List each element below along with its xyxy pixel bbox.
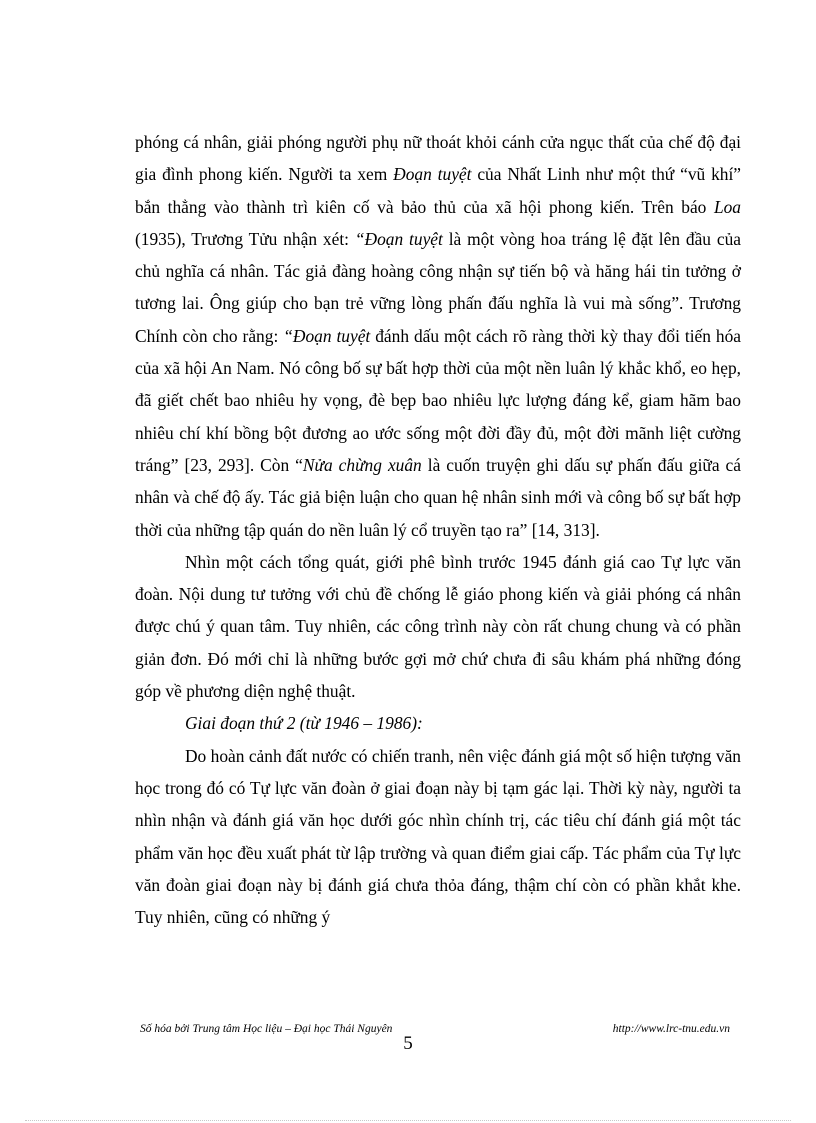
italic-title-text: “Đoạn tuyệt <box>354 228 443 249</box>
paragraph-text: đánh dấu một cách rõ ràng thời kỳ thay đổi tiến hóa của xã hội An Nam. Nó công bố sự bất hợp thời của một nền luân lý khắc khổ, eo hẹp, đã giết chết bao nhiêu hy vọng, đè bẹp bao nhiêu lực lượng đáng kể, giam hãm bao nhiêu chí khí bồng bột đương ao ước sống một đời đầy đủ, một đời mãnh liệt cường tráng” [23, 293]. Còn “ <box>135 325 742 475</box>
page-number: 5 <box>403 1033 413 1054</box>
paragraph-text: phóng cá nhân, giải phóng người phụ nữ thoát khỏi cánh cửa ngục thất của chế độ đại gia đình phong kiến. Người ta xem <box>135 132 741 185</box>
paragraph-3: Do hoàn cảnh đất nước có chiến tranh, nên việc đánh giá một số hiện tượng văn học trong đó có Tự lực văn đoàn ở giai đoạn này bị tạm gác lại. Thời kỳ này, người ta nhìn nhận và đánh giá văn học dưới góc nhìn chính trị, các tiêu chí đánh giá một tác phẩm văn học đều xuất phát từ lập trường và quan điểm giai cấp. Tác phẩm của Tự lực văn đoàn giai đoạn này bị đánh giá chưa thỏa đáng, thậm chí còn có phần khắt khe. Tuy nhiên, cũng có những ý <box>135 745 741 928</box>
paragraph-text: là cuốn truyện ghi dấu sự phấn đấu giữa cá nhân và chế độ ấy. Tác giả biện luận cho quan hệ nhân sinh mới và công bố sự bất hợp thời của những tập quán do nền luân lý cổ truyền tạo ra” [14, 313]. <box>135 454 741 540</box>
footer-source: Số hóa bởi Trung tâm Học liệu – Đại học Thái Nguyên <box>140 1023 393 1035</box>
page-body <box>135 126 741 933</box>
paragraph-text: (1935), Trương Tửu nhận xét: <box>135 228 355 249</box>
paragraph-text: của Nhất Linh như một thứ “vũ khí” bắn thẳng vào thành trì kiên cố và bảo thủ của xã hội phong kiến. Trên báo <box>135 164 742 217</box>
italic-title-text: Nửa chừng xuân <box>302 454 422 475</box>
italic-title-text: “Đoạn tuyệt <box>283 325 371 346</box>
italic-title-text: Loa <box>713 196 741 217</box>
section-heading: Giai đoạn thứ 2 (từ 1946 – 1986): <box>185 713 423 734</box>
footer-url: http://www.lrc-tnu.edu.vn <box>612 1023 730 1035</box>
paragraph-text: là một vòng hoa tráng lệ đặt lên đầu của chủ nghĩa cá nhân. Tác giả đàng hoàng công nhận sự tiến bộ và hăng hái tin tưởng ở tương lai. Ông giúp cho bạn trẻ vững lòng phấn đấu nghĩa là vui mà sống”. Trương Chính còn cho rằng: <box>135 228 741 346</box>
italic-title-text: Đoạn tuyệt <box>393 164 472 185</box>
paragraph-1 <box>135 126 741 546</box>
page-bottom-divider <box>25 1120 791 1121</box>
paragraph-2: Nhìn một cách tổng quát, giới phê bình trước 1945 đánh giá cao Tự lực văn đoàn. Nội dung tư tưởng với chủ đề chống lễ giáo phong kiến và giải phóng cá nhân được chú ý quan tâm. Tuy nhiên, các công trình này còn rất chung chung và có phần giản đơn. Đó mới chỉ là những bước gợi mở chứ chưa đi sâu khám phá những đóng góp về phương diện nghệ thuật. <box>135 551 741 702</box>
